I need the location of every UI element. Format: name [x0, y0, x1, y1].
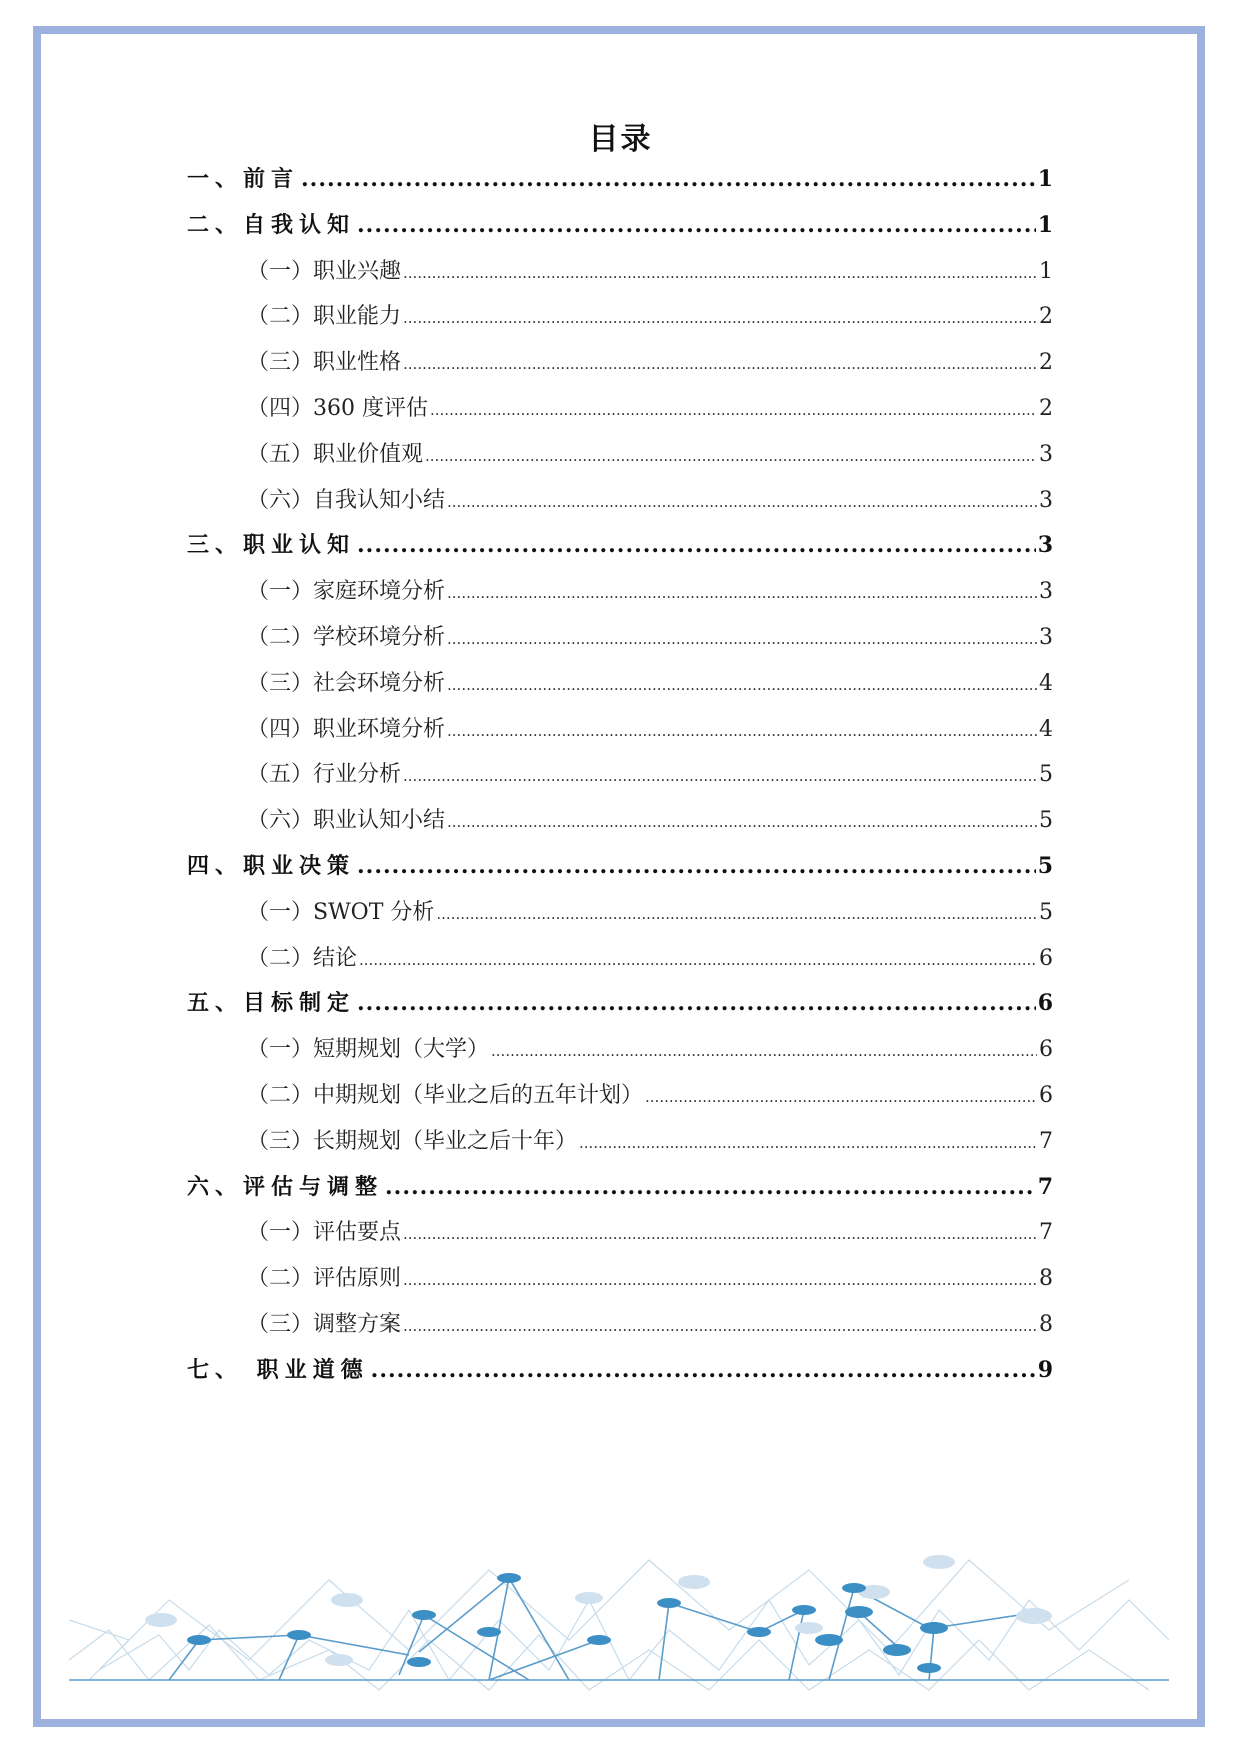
toc-subsection-entry[interactable]: [187, 437, 1053, 483]
toc-section-entry[interactable]: [187, 849, 1053, 895]
toc-subsection-entry[interactable]: [187, 1215, 1053, 1261]
toc-subsection-entry[interactable]: [187, 345, 1053, 391]
toc-entry-label: 二、自我认知: [187, 211, 356, 238]
toc-page-number: 5: [1039, 808, 1053, 834]
toc-entry-label: （六）自我认知小结: [247, 487, 446, 513]
toc-subsection-entry[interactable]: [187, 895, 1053, 941]
toc-page-number: 6: [1039, 945, 1053, 971]
toc-section-entry[interactable]: [187, 528, 1053, 574]
toc-subsection-entry[interactable]: [187, 299, 1053, 345]
toc-entry-label: 三、职业认知: [187, 532, 356, 559]
toc-section-entry[interactable]: [187, 986, 1053, 1032]
toc-entry-label: （四）360 度评估: [247, 395, 428, 421]
toc-entry-label: （二）评估原则: [247, 1266, 402, 1292]
toc-entry-label: 五、目标制定: [187, 990, 356, 1017]
toc-page-number: 8: [1039, 1266, 1053, 1292]
toc-dot-leader: [447, 813, 1037, 831]
toc-entry-label: （一）短期规划（大学）: [247, 1037, 490, 1063]
toc-page-number: 1: [1037, 166, 1053, 192]
toc-dot-leader: [447, 584, 1037, 602]
toc-subsection-entry[interactable]: [187, 1078, 1053, 1124]
toc-entry-label: （一）家庭环境分析: [247, 579, 446, 605]
toc-page-number: 3: [1039, 579, 1053, 605]
toc-dot-leader: [301, 166, 1036, 192]
toc-dot-leader: [403, 767, 1037, 785]
toc-entry-label: （一）职业兴趣: [247, 258, 402, 284]
toc-subsection-entry[interactable]: [187, 483, 1053, 529]
toc-page-number: 3: [1039, 624, 1053, 650]
toc-dot-leader: [357, 853, 1036, 879]
toc-subsection-entry[interactable]: [187, 941, 1053, 987]
toc-page-number: 2: [1039, 304, 1053, 330]
toc-section-entry[interactable]: [187, 1353, 1053, 1399]
toc-section-entry[interactable]: [187, 162, 1053, 208]
toc-dot-leader: [359, 951, 1037, 969]
toc-dot-leader: [425, 447, 1037, 465]
toc-dot-leader: [447, 722, 1037, 740]
toc-entry-label: （五）职业价值观: [247, 441, 424, 467]
toc-subsection-entry[interactable]: [187, 803, 1053, 849]
toc-page-number: 6: [1037, 990, 1053, 1017]
toc-dot-leader: [447, 676, 1037, 694]
toc-entry-label: （二）职业能力: [247, 304, 402, 330]
toc-entry-label: （四）职业环境分析: [247, 716, 446, 742]
toc-dot-leader: [403, 264, 1037, 282]
toc-page-number: 6: [1039, 1037, 1053, 1063]
toc-page-number: 7: [1037, 1173, 1053, 1200]
toc-subsection-entry[interactable]: [187, 712, 1053, 758]
toc-dot-leader: [430, 401, 1037, 419]
toc-dot-leader: [371, 1357, 1036, 1383]
toc-dot-leader: [385, 1174, 1036, 1200]
toc-dot-leader: [447, 630, 1037, 648]
toc-dot-leader: [436, 905, 1037, 923]
toc-subsection-entry[interactable]: [187, 1307, 1053, 1353]
toc-page-number: 3: [1039, 487, 1053, 513]
toc-page-number: 4: [1039, 716, 1053, 742]
toc-entry-label: 六、评估与调整: [187, 1173, 384, 1200]
toc-subsection-entry[interactable]: [187, 620, 1053, 666]
toc-page-number: 7: [1039, 1220, 1053, 1246]
toc-subsection-entry[interactable]: [187, 391, 1053, 437]
toc-page-number: 5: [1039, 899, 1053, 925]
toc-dot-leader: [491, 1042, 1037, 1060]
toc-page-number: 2: [1039, 350, 1053, 376]
toc-page-number: 8: [1039, 1311, 1053, 1337]
toc-dot-leader: [645, 1088, 1037, 1106]
toc-entry-label: （二）学校环境分析: [247, 624, 446, 650]
toc-entry-label: 四、职业决策: [187, 852, 356, 879]
toc-dot-leader: [403, 1317, 1037, 1335]
toc-entry-label: （二）结论: [247, 945, 358, 971]
toc-entry-label: （三）社会环境分析: [247, 670, 446, 696]
toc-subsection-entry[interactable]: [187, 1032, 1053, 1078]
toc-dot-leader: [447, 493, 1037, 511]
toc-entry-label: （六）职业认知小结: [247, 808, 446, 834]
toc-page-number: 5: [1039, 762, 1053, 788]
toc-section-entry[interactable]: [187, 1170, 1053, 1216]
toc-page-number: 2: [1039, 395, 1053, 421]
toc-subsection-entry[interactable]: [187, 574, 1053, 620]
toc-subsection-entry[interactable]: [187, 1261, 1053, 1307]
network-decoration: [69, 1540, 1169, 1715]
toc-entry-label: （一）评估要点: [247, 1220, 402, 1246]
toc-entry-label: （三）调整方案: [247, 1311, 402, 1337]
toc-page-number: 5: [1037, 852, 1053, 879]
toc-subsection-entry[interactable]: [187, 666, 1053, 712]
toc-subsection-entry[interactable]: [187, 757, 1053, 803]
toc-page-number: 4: [1039, 670, 1053, 696]
toc-section-entry[interactable]: [187, 208, 1053, 254]
toc-dot-leader: [403, 309, 1037, 327]
toc-dot-leader: [357, 990, 1036, 1016]
toc-page-number: 9: [1037, 1356, 1053, 1383]
toc-entry-label: （三）职业性格: [247, 350, 402, 376]
toc-page-number: 1: [1039, 258, 1053, 284]
toc-subsection-entry[interactable]: [187, 254, 1053, 300]
toc-title: 目录: [588, 122, 653, 157]
table-of-contents: [187, 162, 1053, 1399]
toc-entry-label: （二）中期规划（毕业之后的五年计划）: [247, 1082, 644, 1108]
toc-entry-label: （一）SWOT 分析: [247, 899, 435, 925]
toc-page-number: 7: [1039, 1128, 1053, 1154]
toc-entry-label: （三）长期规划（毕业之后十年）: [247, 1128, 578, 1154]
toc-subsection-entry[interactable]: [187, 1124, 1053, 1170]
toc-page-number: 6: [1039, 1082, 1053, 1108]
toc-page-number: 3: [1037, 532, 1053, 559]
toc-entry-label: （五）行业分析: [247, 762, 402, 788]
toc-dot-leader: [357, 212, 1036, 238]
toc-dot-leader: [403, 1271, 1037, 1289]
toc-page-number: 3: [1039, 441, 1053, 467]
toc-dot-leader: [579, 1134, 1037, 1152]
toc-dot-leader: [357, 532, 1036, 558]
toc-entry-label: 一、前言: [187, 166, 300, 192]
toc-dot-leader: [403, 355, 1037, 373]
toc-entry-label: 七、 职业道德: [187, 1356, 369, 1383]
toc-page-number: 1: [1037, 211, 1053, 238]
toc-dot-leader: [403, 1225, 1037, 1243]
